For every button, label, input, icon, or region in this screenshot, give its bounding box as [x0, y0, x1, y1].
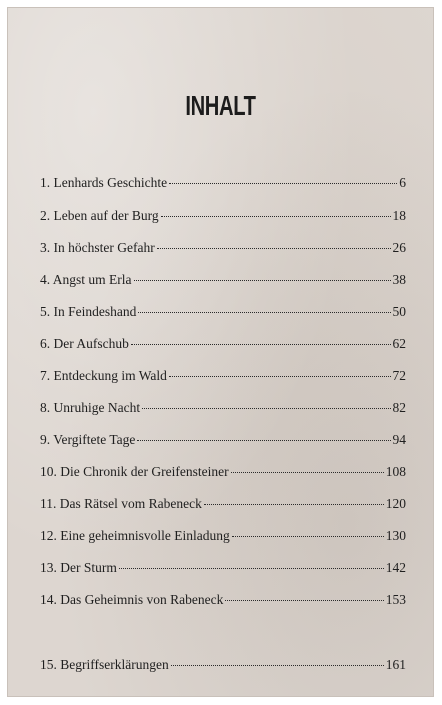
dot-leader: [157, 248, 391, 249]
toc-entry: [40, 657, 406, 675]
toc-entry-page: 62: [392, 336, 406, 351]
dot-leader: [119, 568, 384, 569]
dot-leader: [138, 312, 390, 313]
toc-entry: [40, 304, 406, 322]
toc-entry: [40, 336, 406, 354]
toc-entry: [40, 240, 406, 258]
toc-entry-page: 120: [385, 496, 406, 511]
toc-entry-page: 94: [392, 432, 406, 447]
toc-entry: [40, 208, 406, 226]
toc-entry-label: 10. Die Chronik der Greifensteiner: [40, 464, 229, 479]
toc-entry: [40, 464, 406, 482]
toc-entry: [40, 528, 406, 546]
toc-entry-label: 4. Angst um Erla: [40, 272, 132, 287]
toc-entry: [40, 432, 406, 450]
page-title: INHALT: [185, 90, 256, 121]
toc-entry-label: 14. Das Geheimnis von Rabeneck: [40, 592, 224, 607]
dot-leader: [134, 280, 391, 281]
dot-leader: [137, 440, 390, 441]
toc-entry-page: 108: [385, 464, 406, 479]
dot-leader: [204, 504, 384, 505]
toc-entry-label: 12. Eine geheimnisvolle Einladung: [40, 528, 230, 543]
toc-entry-label: 2. Leben auf der Burg: [40, 208, 159, 223]
dot-leader: [232, 536, 384, 537]
toc-entry: [40, 592, 406, 610]
toc-entry: [40, 496, 406, 514]
toc-entry-label: 9. Vergiftete Tage: [40, 432, 136, 447]
toc-entry: [40, 400, 406, 418]
toc-entry-page: 38: [392, 272, 406, 287]
toc-entry-page: 82: [392, 400, 406, 415]
toc-entry-label: 6. Der Aufschub: [40, 336, 129, 351]
toc-entry-page: 161: [385, 657, 406, 672]
toc-entry: [40, 175, 406, 193]
toc-entry-label: 15. Begriffserklärungen: [40, 657, 169, 672]
toc-entry-page: 6: [399, 175, 406, 190]
toc-entry-label: 3. In höchster Gefahr: [40, 240, 155, 255]
toc-entry-label: 5. In Feindeshand: [40, 304, 137, 319]
toc-entry-page: 50: [392, 304, 406, 319]
book-page: [8, 8, 433, 696]
dot-leader: [161, 216, 391, 217]
toc-entry-label: 8. Unruhige Nacht: [40, 400, 141, 415]
dot-leader: [169, 183, 397, 184]
dot-leader: [225, 600, 383, 601]
dot-leader: [171, 665, 384, 666]
dot-leader: [231, 472, 384, 473]
toc-entry-page: 72: [392, 368, 406, 383]
toc-entry: [40, 560, 406, 578]
toc-entry-page: 130: [385, 528, 406, 543]
toc-entry-label: 13. Der Sturm: [40, 560, 117, 575]
dot-leader: [142, 408, 390, 409]
dot-leader: [169, 376, 391, 377]
toc-entry-page: 142: [385, 560, 406, 575]
toc-entry-label: 1. Lenhards Geschichte: [40, 175, 168, 190]
toc-entry-page: 26: [392, 240, 406, 255]
toc-entry: [40, 368, 406, 386]
toc-entry-page: 18: [392, 208, 406, 223]
toc-entry-page: 153: [385, 592, 406, 607]
toc-entry-label: 11. Das Rätsel vom Rabeneck: [40, 496, 202, 511]
toc-entry: [40, 272, 406, 290]
toc-entry-label: 7. Entdeckung im Wald: [40, 368, 167, 383]
dot-leader: [131, 344, 391, 345]
